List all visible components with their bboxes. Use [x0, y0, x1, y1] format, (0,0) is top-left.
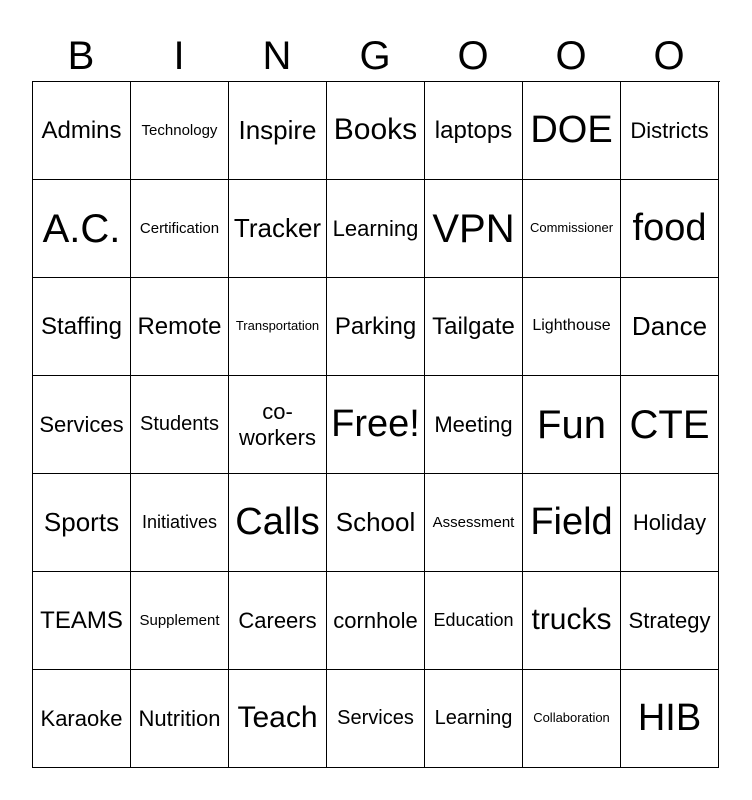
bingo-cell[interactable]: co- workers: [229, 376, 327, 474]
bingo-cell[interactable]: Initiatives: [131, 474, 229, 572]
bingo-cell[interactable]: Supplement: [131, 572, 229, 670]
bingo-cell[interactable]: Education: [425, 572, 523, 670]
header-letter-o-1: O: [457, 34, 489, 78]
bingo-cell[interactable]: Inspire: [229, 82, 327, 180]
bingo-cell[interactable]: Teach: [229, 670, 327, 768]
bingo-cell[interactable]: trucks: [523, 572, 621, 670]
bingo-cell[interactable]: Transportation: [229, 278, 327, 376]
bingo-cell[interactable]: Dance: [621, 278, 719, 376]
bingo-cell[interactable]: Karaoke: [33, 670, 131, 768]
bingo-cell[interactable]: A.C.: [33, 180, 131, 278]
bingo-cell[interactable]: TEAMS: [33, 572, 131, 670]
header-letter-i: I: [173, 34, 185, 78]
header-letter-b: B: [67, 34, 95, 78]
bingo-cell[interactable]: Staffing: [33, 278, 131, 376]
bingo-cell[interactable]: Fun: [523, 376, 621, 474]
bingo-cell[interactable]: Lighthouse: [523, 278, 621, 376]
bingo-cell[interactable]: DOE: [523, 82, 621, 180]
bingo-cell[interactable]: Technology: [131, 82, 229, 180]
header-letter-g: G: [359, 34, 391, 78]
bingo-cell[interactable]: Books: [327, 82, 425, 180]
bingo-cell[interactable]: VPN: [425, 180, 523, 278]
bingo-cell[interactable]: CTE: [621, 376, 719, 474]
bingo-cell[interactable]: Calls: [229, 474, 327, 572]
bingo-cell[interactable]: Meeting: [425, 376, 523, 474]
bingo-cell[interactable]: Certification: [131, 180, 229, 278]
bingo-cell[interactable]: Collaboration: [523, 670, 621, 768]
header-letter-o-2: O: [555, 34, 587, 78]
bingo-cell[interactable]: Assessment: [425, 474, 523, 572]
bingo-board: [32, 81, 720, 768]
bingo-cell[interactable]: Sports: [33, 474, 131, 572]
bingo-cell[interactable]: Learning: [425, 670, 523, 768]
header-letter-o-3: O: [653, 34, 685, 78]
bingo-cell[interactable]: Nutrition: [131, 670, 229, 768]
bingo-cell[interactable]: Strategy: [621, 572, 719, 670]
bingo-cell[interactable]: School: [327, 474, 425, 572]
bingo-cell[interactable]: Districts: [621, 82, 719, 180]
bingo-cell[interactable]: cornhole: [327, 572, 425, 670]
bingo-cell[interactable]: Services: [327, 670, 425, 768]
free-space-cell[interactable]: Free!: [327, 376, 425, 474]
bingo-header: [32, 30, 720, 82]
bingo-cell[interactable]: Parking: [327, 278, 425, 376]
bingo-cell[interactable]: Tailgate: [425, 278, 523, 376]
bingo-cell[interactable]: Students: [131, 376, 229, 474]
header-letter-n: N: [262, 34, 292, 78]
bingo-cell[interactable]: Learning: [327, 180, 425, 278]
bingo-cell[interactable]: Field: [523, 474, 621, 572]
bingo-cell[interactable]: Admins: [33, 82, 131, 180]
bingo-cell[interactable]: Holiday: [621, 474, 719, 572]
bingo-cell[interactable]: Services: [33, 376, 131, 474]
bingo-cell[interactable]: HIB: [621, 670, 719, 768]
bingo-cell[interactable]: Careers: [229, 572, 327, 670]
bingo-cell[interactable]: Tracker: [229, 180, 327, 278]
bingo-cell[interactable]: food: [621, 180, 719, 278]
bingo-cell[interactable]: Commissioner: [523, 180, 621, 278]
bingo-cell[interactable]: laptops: [425, 82, 523, 180]
bingo-cell[interactable]: Remote: [131, 278, 229, 376]
